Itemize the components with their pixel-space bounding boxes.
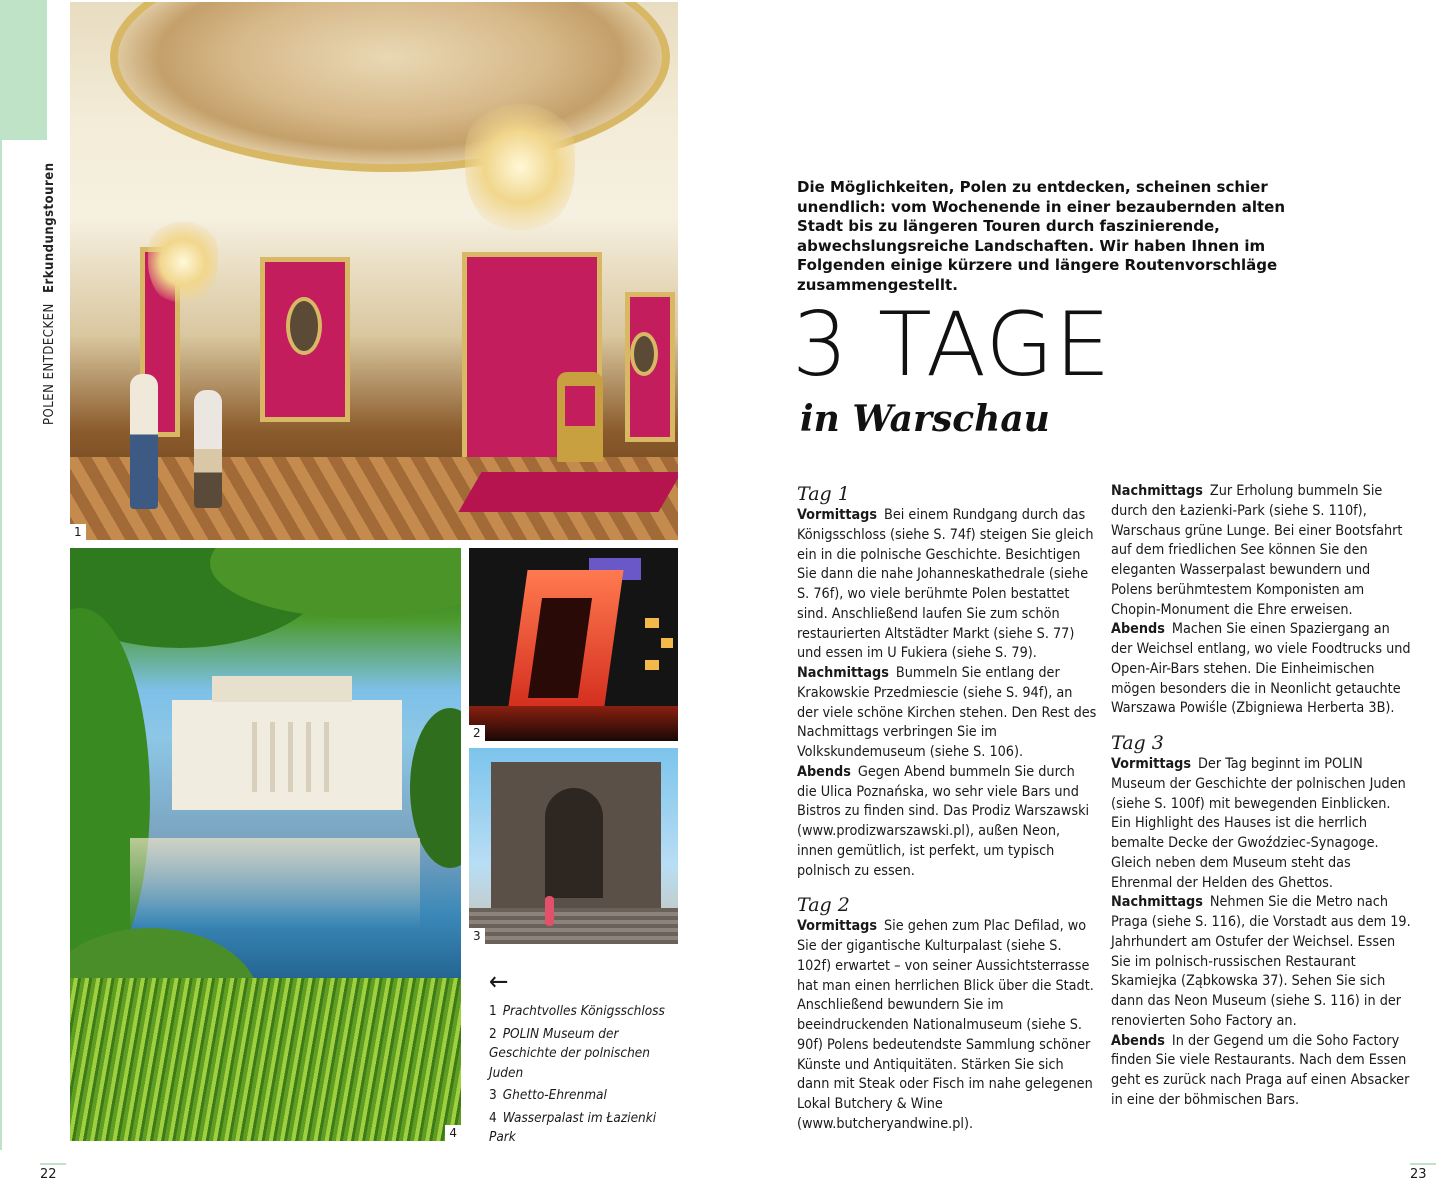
day-heading: Tag 1 (797, 483, 850, 505)
photo-number-2: 2 (469, 725, 485, 741)
photo-number-1: 1 (70, 524, 86, 540)
text-column-left (797, 482, 1097, 1135)
day-heading: Tag 3 (1111, 732, 1164, 754)
photo-number-4: 4 (445, 1125, 461, 1141)
day-heading: Tag 2 (797, 894, 850, 917)
running-head-section: POLEN ENTDECKEN (42, 303, 57, 425)
itinerary-paragraph: Abends Machen Sie einen Spaziergang an der Weichsel entlang, wo viele Foodtrucks und Open-Air-Bars stehen. Die Einheimischen mögen besonders die in Neonlicht getauchte Warszawa Powiśle (Zbigniewa Herberta 3B). (1111, 621, 1411, 717)
itinerary-paragraph: Nachmittags Zur Erholung bummeln Sie durch den Łazienki-Park (siehe S. 110f), Warschaus grüne Lunge. Bei einer Bootsfahrt auf dem friedlichen See können Sie den eleganten Wasserpalast bewundern und Polens berühmtestem Komponisten am Chopin-Monument die Ehre erweisen. (1111, 483, 1403, 618)
caption-item: 3 Ghetto-Ehrenmal (489, 1087, 607, 1103)
itinerary-paragraph: Abends In der Gegend um die Soho Factory finden Sie viele Restaurants. Nach dem Essen geht es zurück nach Praga auf einen Absacker in eine der böhmischen Bars. (1111, 1032, 1410, 1108)
itinerary-paragraph: Vormittags Sie gehen zum Plac Defilad, wo Sie der gigantische Kulturpalast (siehe S. 102f) erwartet – von seiner Aussichtsterrasse hat man einen herrlichen Blick über die Stadt. Anschließend bewundern Sie im beeindruckenden Nationalmuseum (siehe S. 90f) Polens bedeutendste Sammlung schöner Künste und Antiquitäten. Stärken Sie sich dann mit Steak oder Fisch im nahe gelegenen Lokal Butchery & Wine (www.butcheryandwine.pl). (797, 918, 1094, 1132)
photo-royal-castle (70, 2, 678, 540)
page-number-right: 23 (1410, 1167, 1427, 1182)
itinerary-paragraph: Nachmittags Bummeln Sie entlang der Krakowskie Przedmiescie (siehe S. 94f), an der viele schöne Kirchen stehen. Den Rest des Nachmittags verbringen Sie im Volkskundemuseum (siehe S. 106). (797, 665, 1097, 760)
caption-item: 4 Wasserpalast im Łazienki Park (489, 1109, 657, 1145)
itinerary-paragraph: Vormittags Der Tag beginnt im POLIN Museum der Geschichte der polnischen Juden (siehe S. 100f) mit bewegenden Einblicken. Ein Highlight des Hauses ist die herrlich bemalte Decke der Gwoździec-Synagoge. Gleich neben dem Museum steht das Ehrenmal der Helden des Ghettos. (1111, 756, 1406, 891)
chapter-tab (0, 0, 47, 140)
page-subtitle: in Warschau (800, 398, 1050, 440)
photo-water-palace (70, 548, 461, 1141)
photo-ghetto-memorial (469, 748, 678, 944)
arrow-left-icon: ← (489, 967, 509, 997)
caption-item: 1 Prachtvolles Königsschloss (489, 1003, 665, 1019)
running-head-chapter: Erkundungstouren (42, 162, 57, 294)
running-head (42, 162, 57, 425)
margin-rule (0, 140, 2, 1150)
caption-item: 2 POLIN Museum der Geschichte der polnischen Juden (489, 1025, 650, 1081)
page-title: 3 TAGE (792, 293, 1112, 396)
photo-polin-museum (469, 548, 678, 741)
text-column-right (1111, 482, 1413, 1111)
photo-captions (489, 967, 669, 1151)
itinerary-paragraph: Abends Gegen Abend bummeln Sie durch die Ulica Poznańska, wo sehr viele Bars und Bistros zu finden sind. Das Prodiz Warszawski (www.prodizwarszawski.pl), außen Neon, innen gemütlich, ist perfekt, um typisch polnisch zu essen. (797, 763, 1090, 879)
page-number-left: 22 (40, 1167, 57, 1182)
photo-number-3: 3 (469, 928, 485, 944)
intro-paragraph: Die Möglichkeiten, Polen zu entdecken, scheinen schier unendlich: vom Wochenende in einer bezaubernden alten Stadt bis zu längeren Touren durch faszinierende, abwechslungsreiche Landschaften. Wir haben Ihnen im Folgenden einige kürzere und längere Routenvorschläge zusammengestellt. (797, 178, 1286, 294)
itinerary-paragraph: Nachmittags Nehmen Sie die Metro nach Praga (siehe S. 116), die Vorstadt aus dem 19. Jahrhundert am Ostufer der Weichsel. Essen Sie im polnisch-russischen Restaurant Skamiejka (Ząbkowska 37). Sehen Sie sich dann das Neon Museum (siehe S. 116) in der renovierten Soho Factory an. (1111, 894, 1411, 1029)
itinerary-paragraph: Vormittags Bei einem Rundgang durch das Königsschloss (siehe S. 74f) steigen Sie gleich ein in die polnische Geschichte. Besichtigen Sie dann die nahe Johanneskathedrale (siehe S. 76f), wo viele berühmte Polen bestattet sind. Anschließend laufen Sie zum schön restaurierten Altstädter Markt (siehe S. 77) und essen im U Fukiera (siehe S. 79). (797, 507, 1094, 662)
